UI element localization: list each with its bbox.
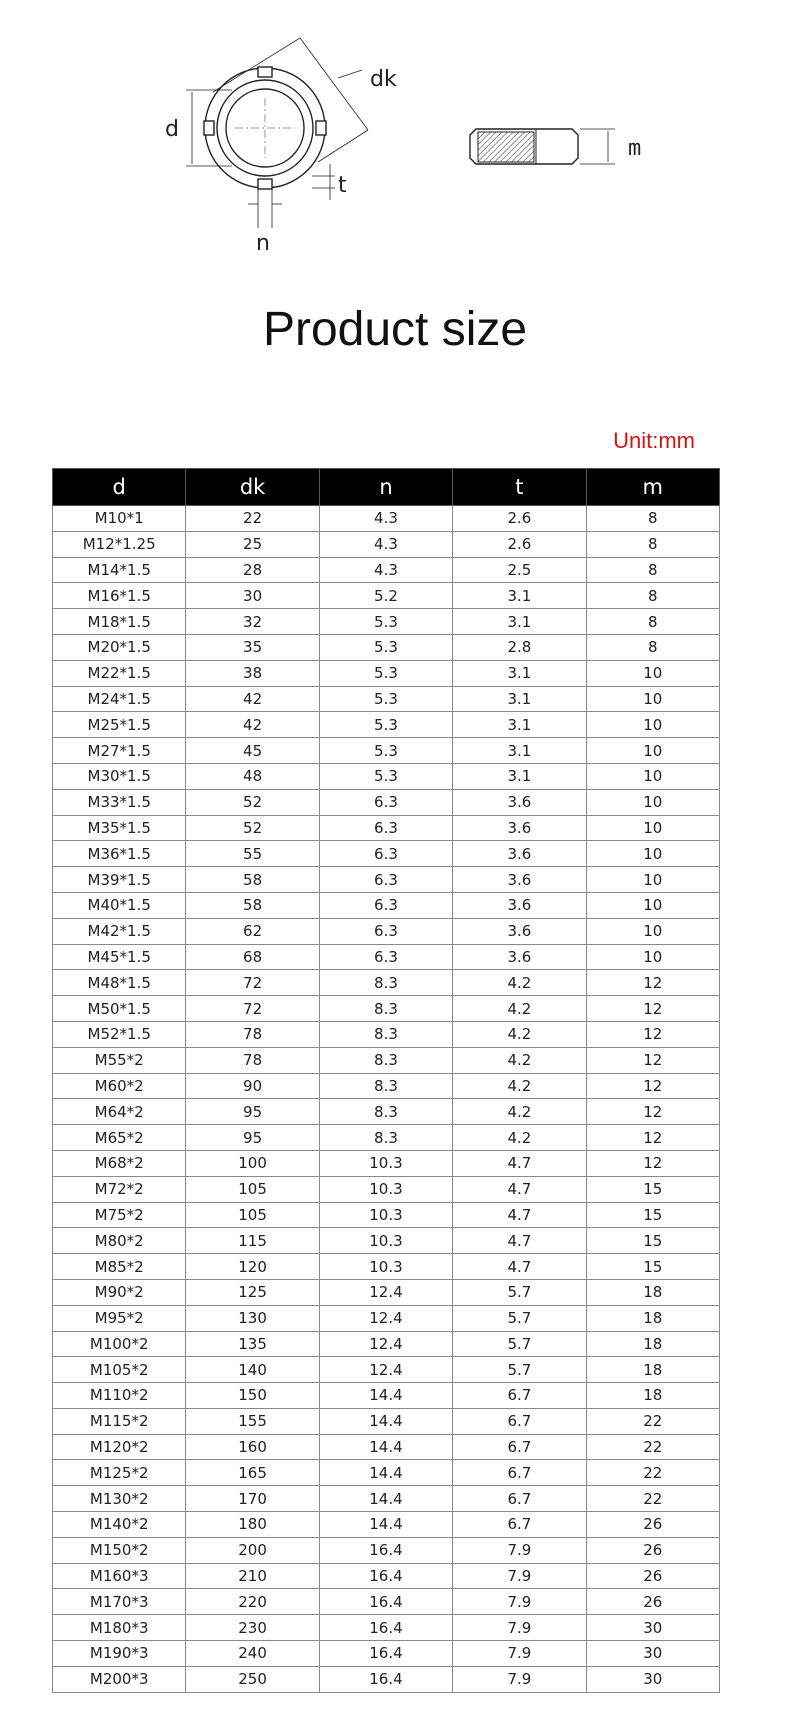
table-cell-d: M45*1.5 xyxy=(53,944,186,970)
table-cell-t: 2.8 xyxy=(453,634,586,660)
table-row xyxy=(53,867,720,893)
table-cell-dk: 240 xyxy=(186,1641,319,1667)
table-cell-t: 3.6 xyxy=(453,918,586,944)
table-cell-dk: 170 xyxy=(186,1486,319,1512)
table-cell-dk: 35 xyxy=(186,634,319,660)
table-cell-d: M20*1.5 xyxy=(53,634,186,660)
table-row xyxy=(53,789,720,815)
table-row xyxy=(53,763,720,789)
table-cell-dk: 140 xyxy=(186,1357,319,1383)
table-cell-n: 8.3 xyxy=(319,1099,452,1125)
table-cell-d: M52*1.5 xyxy=(53,1021,186,1047)
table-cell-m: 15 xyxy=(586,1176,719,1202)
table-cell-m: 15 xyxy=(586,1202,719,1228)
table-row xyxy=(53,1615,720,1641)
table-row xyxy=(53,1589,720,1615)
table-row xyxy=(53,1486,720,1512)
table-cell-m: 18 xyxy=(586,1279,719,1305)
table-cell-n: 5.3 xyxy=(319,609,452,635)
table-row xyxy=(53,1331,720,1357)
table-row xyxy=(53,892,720,918)
table-row xyxy=(53,686,720,712)
table-cell-dk: 180 xyxy=(186,1512,319,1538)
front-view xyxy=(186,38,368,228)
table-cell-d: M42*1.5 xyxy=(53,918,186,944)
table-cell-t: 4.7 xyxy=(453,1254,586,1280)
table-cell-m: 15 xyxy=(586,1254,719,1280)
table-row xyxy=(53,1434,720,1460)
nut-dimension-diagram xyxy=(0,0,790,290)
table-cell-d: M48*1.5 xyxy=(53,970,186,996)
table-cell-n: 4.3 xyxy=(319,506,452,532)
table-cell-n: 10.3 xyxy=(319,1254,452,1280)
table-cell-m: 15 xyxy=(586,1228,719,1254)
table-cell-dk: 68 xyxy=(186,944,319,970)
table-cell-n: 12.4 xyxy=(319,1305,452,1331)
table-cell-n: 4.3 xyxy=(319,531,452,557)
table-cell-n: 6.3 xyxy=(319,867,452,893)
table-cell-t: 4.7 xyxy=(453,1202,586,1228)
table-row xyxy=(53,531,720,557)
table-cell-n: 16.4 xyxy=(319,1589,452,1615)
table-cell-t: 3.6 xyxy=(453,815,586,841)
table-cell-dk: 150 xyxy=(186,1383,319,1409)
table-cell-dk: 210 xyxy=(186,1563,319,1589)
table-row xyxy=(53,918,720,944)
table-row xyxy=(53,1641,720,1667)
table-cell-dk: 48 xyxy=(186,763,319,789)
table-cell-d: M130*2 xyxy=(53,1486,186,1512)
table-cell-dk: 250 xyxy=(186,1666,319,1692)
table-cell-t: 6.7 xyxy=(453,1383,586,1409)
table-cell-n: 14.4 xyxy=(319,1408,452,1434)
table-cell-t: 6.7 xyxy=(453,1408,586,1434)
table-cell-d: M55*2 xyxy=(53,1047,186,1073)
table-cell-dk: 52 xyxy=(186,789,319,815)
table-cell-m: 30 xyxy=(586,1641,719,1667)
table-cell-dk: 230 xyxy=(186,1615,319,1641)
table-cell-dk: 52 xyxy=(186,815,319,841)
table-cell-t: 2.6 xyxy=(453,506,586,532)
table-cell-t: 3.6 xyxy=(453,789,586,815)
table-cell-d: M10*1 xyxy=(53,506,186,532)
table-cell-n: 16.4 xyxy=(319,1537,452,1563)
table-cell-n: 10.3 xyxy=(319,1228,452,1254)
table-cell-dk: 58 xyxy=(186,892,319,918)
table-cell-n: 6.3 xyxy=(319,892,452,918)
table-row xyxy=(53,1460,720,1486)
table-cell-t: 3.1 xyxy=(453,583,586,609)
table-row xyxy=(53,557,720,583)
table-cell-m: 30 xyxy=(586,1666,719,1692)
table-row xyxy=(53,506,720,532)
table-cell-m: 10 xyxy=(586,841,719,867)
table-cell-m: 26 xyxy=(586,1512,719,1538)
table-row xyxy=(53,1383,720,1409)
table-cell-t: 3.6 xyxy=(453,892,586,918)
table-cell-n: 6.3 xyxy=(319,815,452,841)
table-cell-m: 10 xyxy=(586,944,719,970)
table-cell-d: M50*1.5 xyxy=(53,996,186,1022)
table-cell-n: 5.3 xyxy=(319,712,452,738)
table-cell-dk: 78 xyxy=(186,1047,319,1073)
table-cell-d: M115*2 xyxy=(53,1408,186,1434)
table-cell-dk: 55 xyxy=(186,841,319,867)
table-row xyxy=(53,609,720,635)
table-cell-t: 2.6 xyxy=(453,531,586,557)
table-row xyxy=(53,583,720,609)
column-header-m: m xyxy=(586,469,719,506)
table-cell-m: 10 xyxy=(586,918,719,944)
table-cell-n: 5.3 xyxy=(319,738,452,764)
table-cell-n: 14.4 xyxy=(319,1383,452,1409)
table-cell-t: 4.7 xyxy=(453,1150,586,1176)
table-cell-dk: 100 xyxy=(186,1150,319,1176)
table-header-row xyxy=(53,469,720,506)
table-cell-t: 6.7 xyxy=(453,1460,586,1486)
table-body xyxy=(53,506,720,1693)
table-cell-n: 5.3 xyxy=(319,686,452,712)
column-header-dk: dk xyxy=(186,469,319,506)
table-cell-t: 7.9 xyxy=(453,1537,586,1563)
table-cell-t: 7.9 xyxy=(453,1641,586,1667)
side-view xyxy=(470,129,615,164)
table-cell-dk: 95 xyxy=(186,1125,319,1151)
table-cell-m: 8 xyxy=(586,634,719,660)
table-cell-t: 6.7 xyxy=(453,1512,586,1538)
table-cell-dk: 160 xyxy=(186,1434,319,1460)
table-cell-d: M190*3 xyxy=(53,1641,186,1667)
table-cell-dk: 25 xyxy=(186,531,319,557)
table-cell-t: 4.2 xyxy=(453,1021,586,1047)
table-cell-m: 10 xyxy=(586,712,719,738)
table-cell-n: 10.3 xyxy=(319,1150,452,1176)
diagram-label-dk: dk xyxy=(370,67,397,92)
table-cell-d: M33*1.5 xyxy=(53,789,186,815)
table-row xyxy=(53,1408,720,1434)
table-cell-dk: 28 xyxy=(186,557,319,583)
table-cell-m: 10 xyxy=(586,738,719,764)
table-row xyxy=(53,738,720,764)
table-cell-d: M25*1.5 xyxy=(53,712,186,738)
table-cell-m: 12 xyxy=(586,996,719,1022)
table-cell-n: 16.4 xyxy=(319,1666,452,1692)
table-cell-t: 3.1 xyxy=(453,660,586,686)
table-cell-t: 6.7 xyxy=(453,1486,586,1512)
table-cell-m: 10 xyxy=(586,815,719,841)
table-cell-n: 4.3 xyxy=(319,557,452,583)
table-cell-dk: 42 xyxy=(186,686,319,712)
table-cell-dk: 125 xyxy=(186,1279,319,1305)
table-cell-d: M18*1.5 xyxy=(53,609,186,635)
table-cell-dk: 105 xyxy=(186,1176,319,1202)
table-row xyxy=(53,1176,720,1202)
table-cell-m: 12 xyxy=(586,1125,719,1151)
table-cell-d: M14*1.5 xyxy=(53,557,186,583)
table-cell-n: 5.2 xyxy=(319,583,452,609)
table-cell-n: 8.3 xyxy=(319,970,452,996)
table-cell-d: M150*2 xyxy=(53,1537,186,1563)
table-cell-dk: 72 xyxy=(186,996,319,1022)
table-row xyxy=(53,1125,720,1151)
table-cell-d: M30*1.5 xyxy=(53,763,186,789)
diagram-label-m: m xyxy=(628,136,642,161)
table-row xyxy=(53,1047,720,1073)
table-cell-d: M24*1.5 xyxy=(53,686,186,712)
table-cell-m: 10 xyxy=(586,763,719,789)
table-cell-dk: 42 xyxy=(186,712,319,738)
table-cell-t: 6.7 xyxy=(453,1434,586,1460)
table-cell-t: 5.7 xyxy=(453,1279,586,1305)
table-cell-d: M110*2 xyxy=(53,1383,186,1409)
table-row xyxy=(53,815,720,841)
table-cell-dk: 115 xyxy=(186,1228,319,1254)
table-cell-m: 26 xyxy=(586,1563,719,1589)
table-row xyxy=(53,1150,720,1176)
table-cell-dk: 32 xyxy=(186,609,319,635)
diagram-label-n: n xyxy=(256,231,270,256)
table-cell-n: 14.4 xyxy=(319,1434,452,1460)
table-cell-m: 8 xyxy=(586,506,719,532)
table-cell-m: 12 xyxy=(586,1047,719,1073)
table-cell-dk: 155 xyxy=(186,1408,319,1434)
table-cell-d: M35*1.5 xyxy=(53,815,186,841)
table-cell-d: M140*2 xyxy=(53,1512,186,1538)
table-cell-n: 16.4 xyxy=(319,1641,452,1667)
table-cell-d: M200*3 xyxy=(53,1666,186,1692)
table-cell-d: M80*2 xyxy=(53,1228,186,1254)
table-cell-n: 6.3 xyxy=(319,789,452,815)
table-row xyxy=(53,1228,720,1254)
table-cell-dk: 135 xyxy=(186,1331,319,1357)
table-cell-n: 8.3 xyxy=(319,1047,452,1073)
table-row xyxy=(53,1254,720,1280)
column-header-t: t xyxy=(453,469,586,506)
table-row xyxy=(53,1357,720,1383)
table-cell-n: 6.3 xyxy=(319,841,452,867)
table-cell-m: 8 xyxy=(586,609,719,635)
table-row xyxy=(53,1073,720,1099)
table-cell-m: 22 xyxy=(586,1434,719,1460)
size-table xyxy=(52,468,720,1693)
table-cell-dk: 200 xyxy=(186,1537,319,1563)
table-cell-m: 18 xyxy=(586,1357,719,1383)
table-cell-d: M180*3 xyxy=(53,1615,186,1641)
table-cell-m: 10 xyxy=(586,867,719,893)
table-cell-d: M75*2 xyxy=(53,1202,186,1228)
table-cell-dk: 78 xyxy=(186,1021,319,1047)
table-cell-n: 5.3 xyxy=(319,634,452,660)
table-cell-m: 26 xyxy=(586,1589,719,1615)
table-row xyxy=(53,660,720,686)
table-cell-t: 3.6 xyxy=(453,944,586,970)
table-cell-m: 26 xyxy=(586,1537,719,1563)
table-cell-t: 7.9 xyxy=(453,1615,586,1641)
table-cell-m: 12 xyxy=(586,1021,719,1047)
table-row xyxy=(53,1512,720,1538)
column-header-d: d xyxy=(53,469,186,506)
table-row xyxy=(53,1537,720,1563)
table-cell-n: 12.4 xyxy=(319,1331,452,1357)
table-row xyxy=(53,944,720,970)
table-cell-m: 22 xyxy=(586,1408,719,1434)
table-cell-d: M85*2 xyxy=(53,1254,186,1280)
table-cell-n: 14.4 xyxy=(319,1512,452,1538)
table-cell-d: M90*2 xyxy=(53,1279,186,1305)
table-cell-dk: 130 xyxy=(186,1305,319,1331)
table-cell-m: 12 xyxy=(586,1099,719,1125)
table-cell-t: 7.9 xyxy=(453,1563,586,1589)
table-cell-m: 18 xyxy=(586,1331,719,1357)
table-cell-n: 14.4 xyxy=(319,1460,452,1486)
table-cell-t: 4.2 xyxy=(453,1099,586,1125)
table-row xyxy=(53,1099,720,1125)
table-cell-t: 4.2 xyxy=(453,1125,586,1151)
unit-label: Unit:mm xyxy=(613,428,695,453)
column-header-n: n xyxy=(319,469,452,506)
table-cell-dk: 22 xyxy=(186,506,319,532)
table-row xyxy=(53,1305,720,1331)
table-cell-d: M95*2 xyxy=(53,1305,186,1331)
table-cell-n: 12.4 xyxy=(319,1357,452,1383)
table-cell-d: M36*1.5 xyxy=(53,841,186,867)
table-cell-n: 8.3 xyxy=(319,996,452,1022)
table-cell-dk: 38 xyxy=(186,660,319,686)
table-cell-t: 3.1 xyxy=(453,686,586,712)
table-cell-m: 10 xyxy=(586,892,719,918)
table-cell-d: M60*2 xyxy=(53,1073,186,1099)
table-cell-d: M160*3 xyxy=(53,1563,186,1589)
table-cell-t: 5.7 xyxy=(453,1357,586,1383)
table-cell-t: 2.5 xyxy=(453,557,586,583)
table-cell-dk: 95 xyxy=(186,1099,319,1125)
table-row xyxy=(53,970,720,996)
table-cell-dk: 165 xyxy=(186,1460,319,1486)
table-cell-n: 8.3 xyxy=(319,1125,452,1151)
table-row xyxy=(53,996,720,1022)
table-cell-t: 5.7 xyxy=(453,1305,586,1331)
table-cell-n: 6.3 xyxy=(319,944,452,970)
table-cell-d: M64*2 xyxy=(53,1099,186,1125)
table-cell-dk: 90 xyxy=(186,1073,319,1099)
table-cell-dk: 58 xyxy=(186,867,319,893)
table-cell-d: M65*2 xyxy=(53,1125,186,1151)
table-cell-n: 12.4 xyxy=(319,1279,452,1305)
table-cell-n: 16.4 xyxy=(319,1615,452,1641)
table-cell-t: 7.9 xyxy=(453,1666,586,1692)
table-row xyxy=(53,841,720,867)
table-cell-d: M170*3 xyxy=(53,1589,186,1615)
table-cell-n: 5.3 xyxy=(319,660,452,686)
table-cell-n: 16.4 xyxy=(319,1563,452,1589)
table-cell-d: M22*1.5 xyxy=(53,660,186,686)
table-cell-dk: 120 xyxy=(186,1254,319,1280)
table-cell-d: M72*2 xyxy=(53,1176,186,1202)
table-cell-n: 14.4 xyxy=(319,1486,452,1512)
table-cell-d: M39*1.5 xyxy=(53,867,186,893)
table-cell-n: 10.3 xyxy=(319,1202,452,1228)
table-cell-t: 3.6 xyxy=(453,867,586,893)
table-cell-d: M125*2 xyxy=(53,1460,186,1486)
table-row xyxy=(53,1563,720,1589)
table-cell-m: 22 xyxy=(586,1486,719,1512)
table-cell-t: 4.2 xyxy=(453,1073,586,1099)
table-cell-dk: 220 xyxy=(186,1589,319,1615)
table-cell-t: 3.1 xyxy=(453,609,586,635)
table-cell-dk: 105 xyxy=(186,1202,319,1228)
table-cell-n: 8.3 xyxy=(319,1073,452,1099)
table-cell-d: M16*1.5 xyxy=(53,583,186,609)
table-cell-t: 4.2 xyxy=(453,996,586,1022)
table-cell-m: 10 xyxy=(586,660,719,686)
table-cell-m: 8 xyxy=(586,583,719,609)
table-cell-m: 10 xyxy=(586,789,719,815)
table-cell-n: 8.3 xyxy=(319,1021,452,1047)
table-row xyxy=(53,712,720,738)
table-cell-m: 12 xyxy=(586,1073,719,1099)
table-cell-dk: 45 xyxy=(186,738,319,764)
table-cell-t: 4.7 xyxy=(453,1228,586,1254)
table-cell-m: 22 xyxy=(586,1460,719,1486)
table-cell-t: 5.7 xyxy=(453,1331,586,1357)
table-cell-d: M100*2 xyxy=(53,1331,186,1357)
table-cell-d: M120*2 xyxy=(53,1434,186,1460)
table-cell-m: 10 xyxy=(586,686,719,712)
table-cell-n: 10.3 xyxy=(319,1176,452,1202)
table-cell-t: 3.1 xyxy=(453,712,586,738)
table-cell-t: 4.7 xyxy=(453,1176,586,1202)
table-cell-n: 5.3 xyxy=(319,763,452,789)
table-row xyxy=(53,634,720,660)
table-cell-dk: 72 xyxy=(186,970,319,996)
table-cell-d: M105*2 xyxy=(53,1357,186,1383)
table-row xyxy=(53,1666,720,1692)
table-cell-d: M68*2 xyxy=(53,1150,186,1176)
table-cell-n: 6.3 xyxy=(319,918,452,944)
table-cell-t: 7.9 xyxy=(453,1589,586,1615)
table-cell-dk: 30 xyxy=(186,583,319,609)
table-cell-m: 8 xyxy=(586,531,719,557)
table-row xyxy=(53,1202,720,1228)
table-cell-m: 18 xyxy=(586,1305,719,1331)
table-cell-dk: 62 xyxy=(186,918,319,944)
table-row xyxy=(53,1021,720,1047)
table-cell-d: M27*1.5 xyxy=(53,738,186,764)
diagram-label-d: d xyxy=(165,117,179,142)
table-row xyxy=(53,1279,720,1305)
table-cell-t: 3.1 xyxy=(453,763,586,789)
table-cell-t: 3.6 xyxy=(453,841,586,867)
table-cell-d: M40*1.5 xyxy=(53,892,186,918)
table-cell-t: 4.2 xyxy=(453,970,586,996)
table-cell-d: M12*1.25 xyxy=(53,531,186,557)
table-cell-m: 30 xyxy=(586,1615,719,1641)
table-cell-m: 8 xyxy=(586,557,719,583)
page-title: Product size xyxy=(262,303,528,356)
table-cell-t: 3.1 xyxy=(453,738,586,764)
diagram-label-t: t xyxy=(338,173,347,198)
table-cell-m: 18 xyxy=(586,1383,719,1409)
table-cell-m: 12 xyxy=(586,970,719,996)
table-cell-t: 4.2 xyxy=(453,1047,586,1073)
table-cell-m: 12 xyxy=(586,1150,719,1176)
